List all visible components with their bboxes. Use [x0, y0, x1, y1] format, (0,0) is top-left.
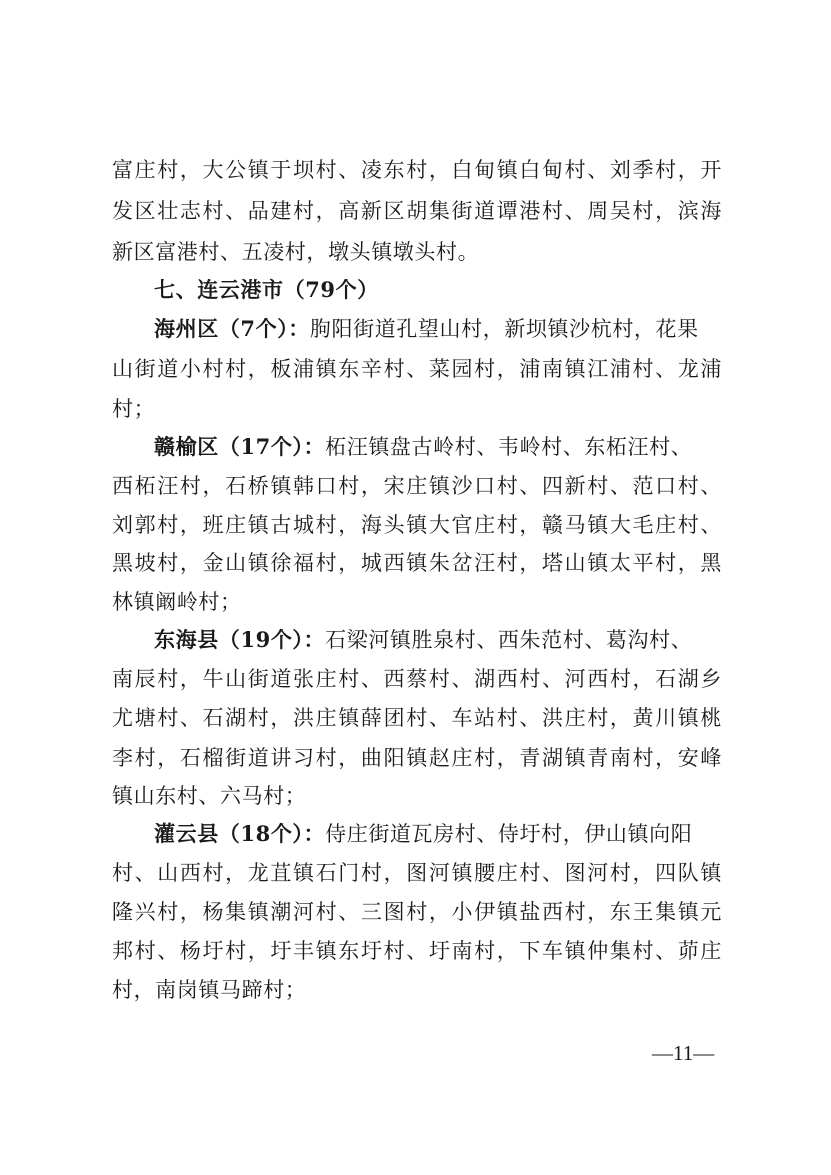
body-text-line: 林镇阚岭村；: [112, 590, 242, 614]
body-text-line: 新区富港村、五凌村，墩头镇墩头村。: [112, 240, 480, 264]
district-label-donghai: 东海县（19个）：: [154, 627, 326, 652]
body-text: 侍庄街道瓦房村、侍圩村，伊山镇向阳: [325, 822, 693, 846]
body-text: 柘汪镇盘古岭村、韦岭村、东柘汪村、: [325, 435, 693, 459]
district-paragraph-first-line: [154, 433, 764, 461]
body-text-line: 村；: [112, 397, 156, 421]
body-text-line: 山街道小村村，板浦镇东辛村、菜园村，浦南镇江浦村、龙浦: [112, 357, 722, 381]
body-text-line: 尤塘村、石湖村，洪庄镇薛团村、车站村、洪庄村，黄川镇桃: [112, 706, 722, 730]
body-text-line: 隆兴村，杨集镇潮河村、三图村，小伊镇盐西村，东王集镇元: [112, 900, 722, 924]
body-text-line: 邦村、杨圩村，圩丰镇东圩村、圩南村，下车镇仲集村、茆庄: [112, 939, 722, 963]
section-heading: 七、连云港市（79个）: [154, 277, 379, 302]
district-paragraph-first-line: [154, 315, 764, 343]
district-label-haizhou: 海州区（7个）：: [154, 316, 310, 341]
body-text-line: 镇山东村、六马村；: [112, 784, 307, 808]
district-paragraph-first-line: [154, 820, 764, 848]
page-number: —11—: [652, 1041, 715, 1065]
body-text-line: 刘郭村，班庄镇古城村，海头镇大官庄村，赣马镇大毛庄村、: [112, 513, 722, 537]
body-text: 石梁河镇胜泉村、西朱范村、葛沟村、: [325, 628, 693, 652]
body-text-line: 富庄村，大公镇于坝村、凌东村，白甸镇白甸村、刘季村，开: [112, 158, 722, 182]
body-text-line: 村、山西村，龙苴镇石门村，图河镇腰庄村、图河村，四队镇: [112, 861, 722, 885]
body-text-line: 黑坡村，金山镇徐福村，城西镇朱岔汪村，塔山镇太平村，黑: [112, 551, 722, 575]
body-text-line: 西柘汪村，石桥镇韩口村，宋庄镇沙口村、四新村、范口村、: [112, 474, 722, 498]
body-text-line: 南辰村，牛山街道张庄村、西蔡村、湖西村、河西村，石湖乡: [112, 667, 722, 691]
body-text-line: 发区壮志村、品建村，高新区胡集街道谭港村、周吴村，滨海: [112, 199, 722, 223]
body-text-line: 李村，石榴街道讲习村，曲阳镇赵庄村，青湖镇青南村，安峰: [112, 746, 722, 770]
body-text-line: 村，南岗镇马蹄村；: [112, 978, 307, 1002]
district-label-guanyun: 灌云县（18个）：: [154, 821, 326, 846]
district-paragraph-first-line: [154, 626, 764, 654]
district-label-ganyu: 赣榆区（17个）：: [154, 434, 326, 459]
body-text: 朐阳街道孔望山村，新坝镇沙杭村，花果: [309, 317, 699, 341]
